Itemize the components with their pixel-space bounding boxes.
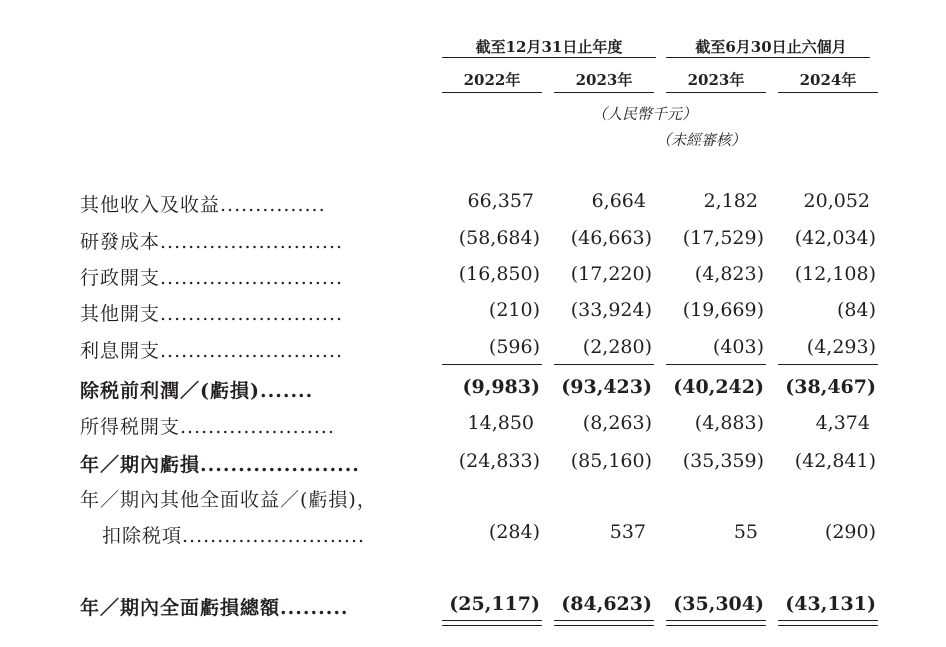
cell-2023: (33,924) xyxy=(570,299,652,321)
cell-2022: 14,850 xyxy=(467,412,534,434)
cell-h1-2023: (35,304) xyxy=(673,593,764,615)
cell-h1-2023: (19,669) xyxy=(682,299,764,321)
cell-h1-2023: 55 xyxy=(733,521,758,543)
cell-2023: (84,623) xyxy=(561,593,652,615)
cell-h1-2023: (4,823) xyxy=(694,263,764,285)
cell-h1-2024: (38,467) xyxy=(785,376,876,398)
row-label: 年／期內全面虧損總額......... xyxy=(80,597,349,619)
header-group-rule-2 xyxy=(666,57,870,58)
total-double-rule xyxy=(442,625,542,626)
header-year-2: 2023年 xyxy=(575,71,633,89)
cell-h1-2023: (40,242) xyxy=(673,376,764,398)
row-label: 年／期內其他全面收益／(虧損)， xyxy=(80,489,377,511)
total-double-rule xyxy=(666,620,766,621)
cell-2023: (8,263) xyxy=(582,412,652,434)
header-group-six-months: 截至6月30日止六個月 xyxy=(695,38,847,56)
cell-h1-2023: (35,359) xyxy=(682,450,764,472)
header-group-rule-1 xyxy=(442,57,656,58)
subtotal-rule xyxy=(554,364,654,365)
cell-2022: (25,117) xyxy=(449,593,540,615)
unit-label: （人民幣千元） xyxy=(592,105,698,123)
total-double-rule xyxy=(778,620,878,621)
cell-h1-2024: (84) xyxy=(836,299,876,321)
header-year-1: 2022年 xyxy=(463,71,521,89)
cell-2023: (17,220) xyxy=(570,263,652,285)
row-label: 行政開支.......................... xyxy=(80,267,344,289)
total-double-rule xyxy=(554,625,654,626)
cell-2023: 6,664 xyxy=(591,190,646,212)
cell-2022: (24,833) xyxy=(458,450,540,472)
cell-h1-2024: (290) xyxy=(824,521,876,543)
cell-2023: (93,423) xyxy=(561,376,652,398)
cell-h1-2023: 2,182 xyxy=(703,190,758,212)
cell-2023: (85,160) xyxy=(570,450,652,472)
total-double-rule xyxy=(666,625,766,626)
cell-h1-2023: (17,529) xyxy=(682,227,764,249)
header-year-4: 2024年 xyxy=(799,71,857,89)
cell-h1-2024: 20,052 xyxy=(803,190,870,212)
row-label: 其他開支.......................... xyxy=(80,303,344,325)
header-year-rule-3 xyxy=(666,92,766,93)
row-label: 扣除税項.......................... xyxy=(102,525,366,547)
total-double-rule xyxy=(778,625,878,626)
row-label: 所得税開支...................... xyxy=(80,416,335,438)
subtotal-rule xyxy=(442,364,542,365)
row-label: 年／期內虧損..................... xyxy=(80,454,360,476)
cell-h1-2023: (4,883) xyxy=(694,412,764,434)
header-year-rule-1 xyxy=(442,92,542,93)
row-label: 研發成本.......................... xyxy=(80,231,344,253)
row-label: 其他收入及收益............... xyxy=(80,194,326,216)
subtotal-rule xyxy=(666,364,766,365)
header-year-rule-4 xyxy=(778,92,878,93)
cell-h1-2024: (42,034) xyxy=(794,227,876,249)
unaudited-label: （未經審核） xyxy=(656,131,747,149)
cell-h1-2024: (43,131) xyxy=(785,593,876,615)
cell-2022: (284) xyxy=(488,521,540,543)
cell-h1-2024: (42,841) xyxy=(794,450,876,472)
cell-2022: (9,983) xyxy=(462,376,540,398)
row-label: 除税前利潤／(虧損)....... xyxy=(80,380,314,402)
cell-2023: (2,280) xyxy=(582,336,652,358)
cell-h1-2024: (4,293) xyxy=(806,336,876,358)
cell-h1-2023: (403) xyxy=(712,336,764,358)
header-year-3: 2023年 xyxy=(687,71,745,89)
header-group-year-ended: 截至12月31日止年度 xyxy=(475,38,623,56)
cell-h1-2024: (12,108) xyxy=(794,263,876,285)
cell-2022: (16,850) xyxy=(458,263,540,285)
subtotal-rule xyxy=(778,364,878,365)
cell-2023: (46,663) xyxy=(570,227,652,249)
cell-2022: (210) xyxy=(488,299,540,321)
cell-2022: 66,357 xyxy=(467,190,534,212)
cell-h1-2024: 4,374 xyxy=(815,412,870,434)
row-label: 利息開支.......................... xyxy=(80,340,344,362)
header-year-rule-2 xyxy=(554,92,654,93)
cell-2023: 537 xyxy=(609,521,646,543)
total-double-rule xyxy=(442,620,542,621)
cell-2022: (58,684) xyxy=(458,227,540,249)
cell-2022: (596) xyxy=(488,336,540,358)
total-double-rule xyxy=(554,620,654,621)
